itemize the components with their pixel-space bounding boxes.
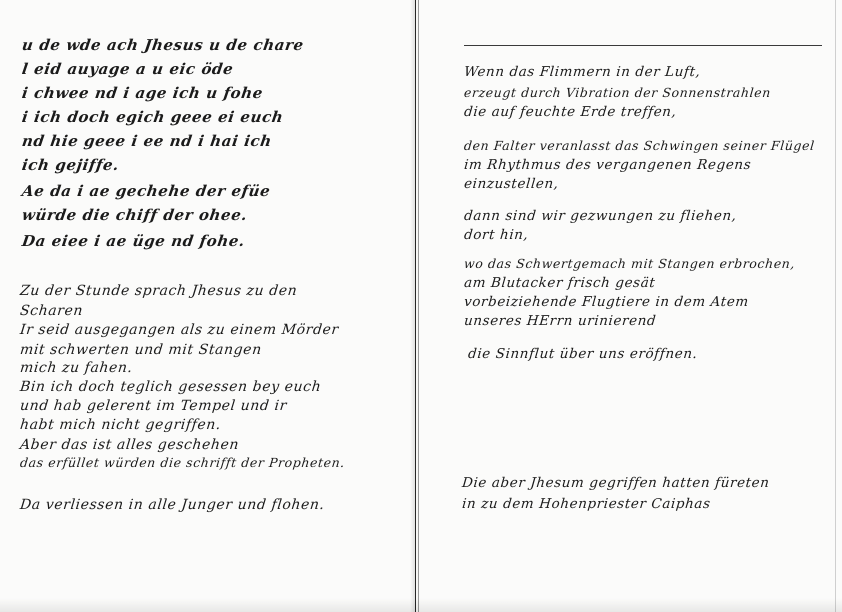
left-stanza2-line10: das erfüllet würden die schrifft der Propheten. xyxy=(19,455,346,470)
left-stanza2-line4: mit schwerten und mit Stangen xyxy=(19,342,263,358)
right-stanza4-line3: vorbeiziehende Flugtiere in dem Atem xyxy=(463,294,750,310)
left-stanza1-line9: Da eiee i ae üge nd fohe. xyxy=(20,232,247,250)
right-stanza4-line4: unseres HErrn urinierend xyxy=(463,313,657,329)
right-stanza4-line1: wo das Schwertgemach mit Stangen erbrochen, xyxy=(463,256,796,271)
right-stanza5-line1: die Sinnflut über uns eröffnen. xyxy=(467,346,699,362)
left-stanza1-line8: würde die chiff der ohee. xyxy=(20,206,249,224)
right-stanza1-line2: erzeugt durch Vibration der Sonnenstrahlen xyxy=(463,85,772,100)
right-stanza1-line3: die auf feuchte Erde treffen, xyxy=(463,104,678,120)
left-stanza2-line2: Scharen xyxy=(19,303,84,319)
left-stanza2-line8: habt mich nicht gegriffen. xyxy=(19,417,222,433)
left-stanza1-line1: u de wde ach Jhesus u de chare xyxy=(20,36,306,54)
right-stanza1-line1: Wenn das Flimmern in der Luft, xyxy=(463,64,702,80)
left-stanza1-line4: i ich doch egich geee ei euch xyxy=(20,108,285,126)
right-stanza3-line2: dort hin, xyxy=(463,227,530,243)
left-stanza2-line6: Bin ich doch teglich gesessen bey euch xyxy=(19,379,323,395)
page-gutter-shadow xyxy=(410,0,416,612)
left-stanza1-line2: l eid auyage a u eic öde xyxy=(20,60,235,78)
left-stanza1-line6: ich gejiffe. xyxy=(20,156,121,174)
left-page xyxy=(0,0,416,612)
bottom-shadow xyxy=(0,598,842,612)
header-rule xyxy=(464,45,822,46)
left-stanza2-line7: und hab gelerent im Tempel und ir xyxy=(19,398,288,414)
right-stanza3-line1: dann sind wir gezwungen zu fliehen, xyxy=(463,208,738,224)
right-stanza2-line1: den Falter veranlasst das Schwingen seiner Flügel xyxy=(463,138,816,153)
left-stanza1-line3: i chwee nd i age ich u fohe xyxy=(20,84,265,102)
right-page-edge xyxy=(835,0,836,612)
left-stanza3-line1: Da verliessen in alle Junger und flohen. xyxy=(19,497,326,513)
left-stanza2-line5: mich zu fahen. xyxy=(19,360,134,376)
right-stanza4-line2: am Blutacker frisch gesät xyxy=(463,275,657,291)
right-stanza6-line1: Die aber Jhesum gegriffen hatten füreten xyxy=(461,475,771,491)
left-stanza2-line3: Ir seid ausgegangen als zu einem Mörder xyxy=(19,322,340,338)
right-stanza6-line2: in zu dem Hohenpriester Caiphas xyxy=(461,496,712,512)
left-stanza1-line5: nd hie geee i ee nd i hai ich xyxy=(20,132,274,150)
right-stanza2-line3: einzustellen, xyxy=(463,176,560,192)
left-stanza2-line9: Aber das ist alles geschehen xyxy=(19,437,240,453)
left-stanza1-line7: Ae da i ae gechehe der efüe xyxy=(20,182,272,200)
right-stanza2-line2: im Rhythmus des vergangenen Regens xyxy=(463,157,752,173)
left-stanza2-line1: Zu der Stunde sprach Jhesus zu den xyxy=(19,283,299,299)
